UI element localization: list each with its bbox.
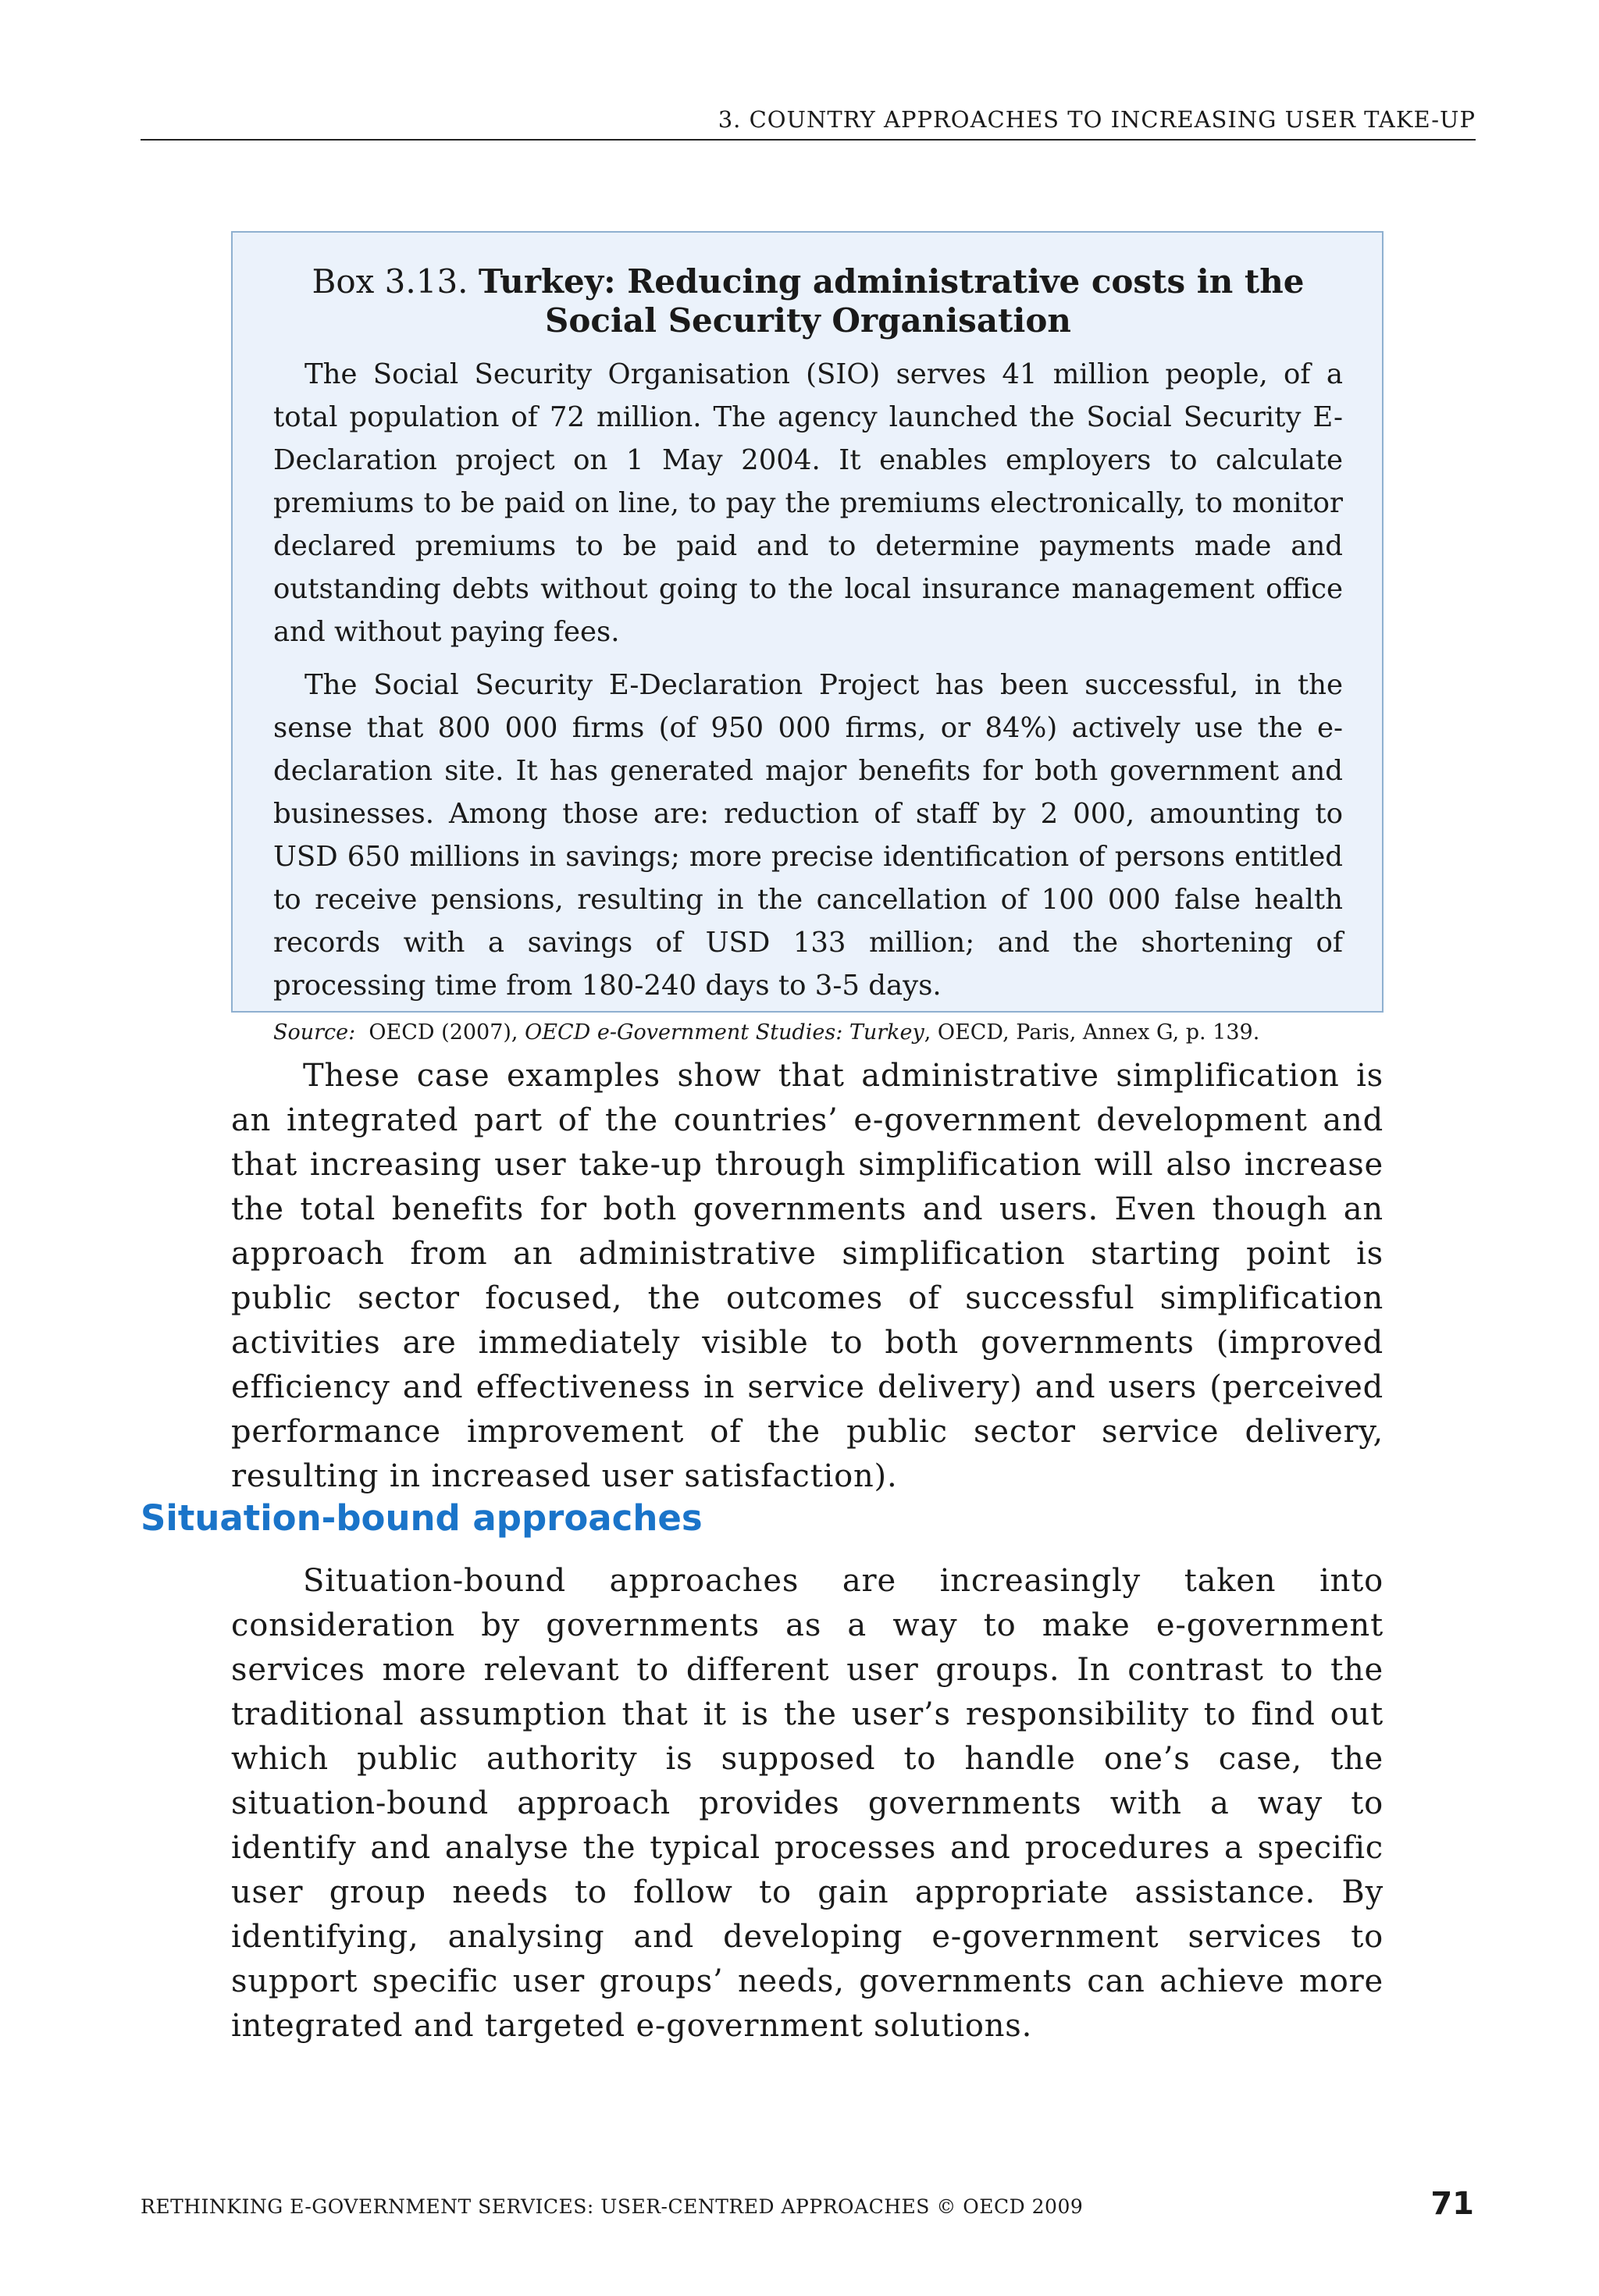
page-number: 71 <box>1430 2186 1474 2222</box>
section-heading: Situation-bound approaches <box>141 1497 703 1539</box>
box-number: Box 3.13. <box>312 262 468 301</box>
body-paragraph-1: These case examples show that administrative simplification is an integrated part of the countries’ e-government development and that increasing user take-up through simplification will also increase the total benefits for both governments and users. Even though an approach from an administrative simplification starting point is public sector focused, the outcomes of successful simplification activities are immediately visible to both governments (improved efficiency and effectiveness in service delivery) and users (perceived performance improvement of the public sector service delivery, resulting in increased user satisfaction). <box>231 1058 1384 1494</box>
body-paragraph-2: Situation-bound approaches are increasingly taken into consideration by governments as a way to make e-government services more relevant to different user groups. In contrast to the traditional assumption that it is the user’s responsibility to find out which public authority is supposed to handle one’s case, the situation-bound approach provides governments with a way to identify and analyse the typical processes and procedures a specific user group needs to follow to gain appropriate assistance. By identifying, analysing and developing e-government services to support specific user groups’ needs, governments can achieve more integrated and targeted e-government solutions. <box>231 1563 1384 2044</box>
running-header: 3. COUNTRY APPROACHES TO INCREASING USER TAKE-UP <box>141 106 1476 141</box>
source-before: OECD (2007), <box>369 1020 525 1045</box>
source-title: OECD e-Government Studies: Turkey <box>525 1020 924 1045</box>
box-paragraph: The Social Security E-Declaration Project has been successful, in the sense that 800 000 firms (of 950 000 firms, or 84%) actively use the e-declaration site. It has generated major benefits for both government and businesses. Among those are: reduction of staff by 2 000, amounting to USD 650 millions in savings; more precise identification of persons entitled to receive pensions, resulting in the cancellation of 100 000 false health records with a savings of USD 133 million; and the shortening of processing time from 180-240 days to 3-5 days. <box>273 669 1343 1002</box>
source-label: Source: <box>273 1020 356 1045</box>
footer-publication: RETHINKING E-GOVERNMENT SERVICES: USER-CENTRED APPROACHES © OECD 2009 <box>141 2195 1084 2218</box>
box-heading: Turkey: Reducing administrative costs in the Social Security Organisation <box>478 262 1305 340</box>
box-paragraph: The Social Security Organisation (SIO) serves 41 million people, of a total population of 72 million. The agency launched the Social Security E-Declaration project on 1 May 2004. It enables employers to calculate premiums to be paid on line, to pay the premiums electronically, to monitor declared premiums to be paid and to determine payments made and outstanding debts without going to the local insurance management office and without paying fees. <box>273 358 1343 648</box>
source-after: , OECD, Paris, Annex G, p. 139. <box>924 1020 1260 1045</box>
box-source <box>273 1017 1343 1048</box>
box-title <box>273 262 1343 340</box>
info-box <box>231 231 1384 1045</box>
